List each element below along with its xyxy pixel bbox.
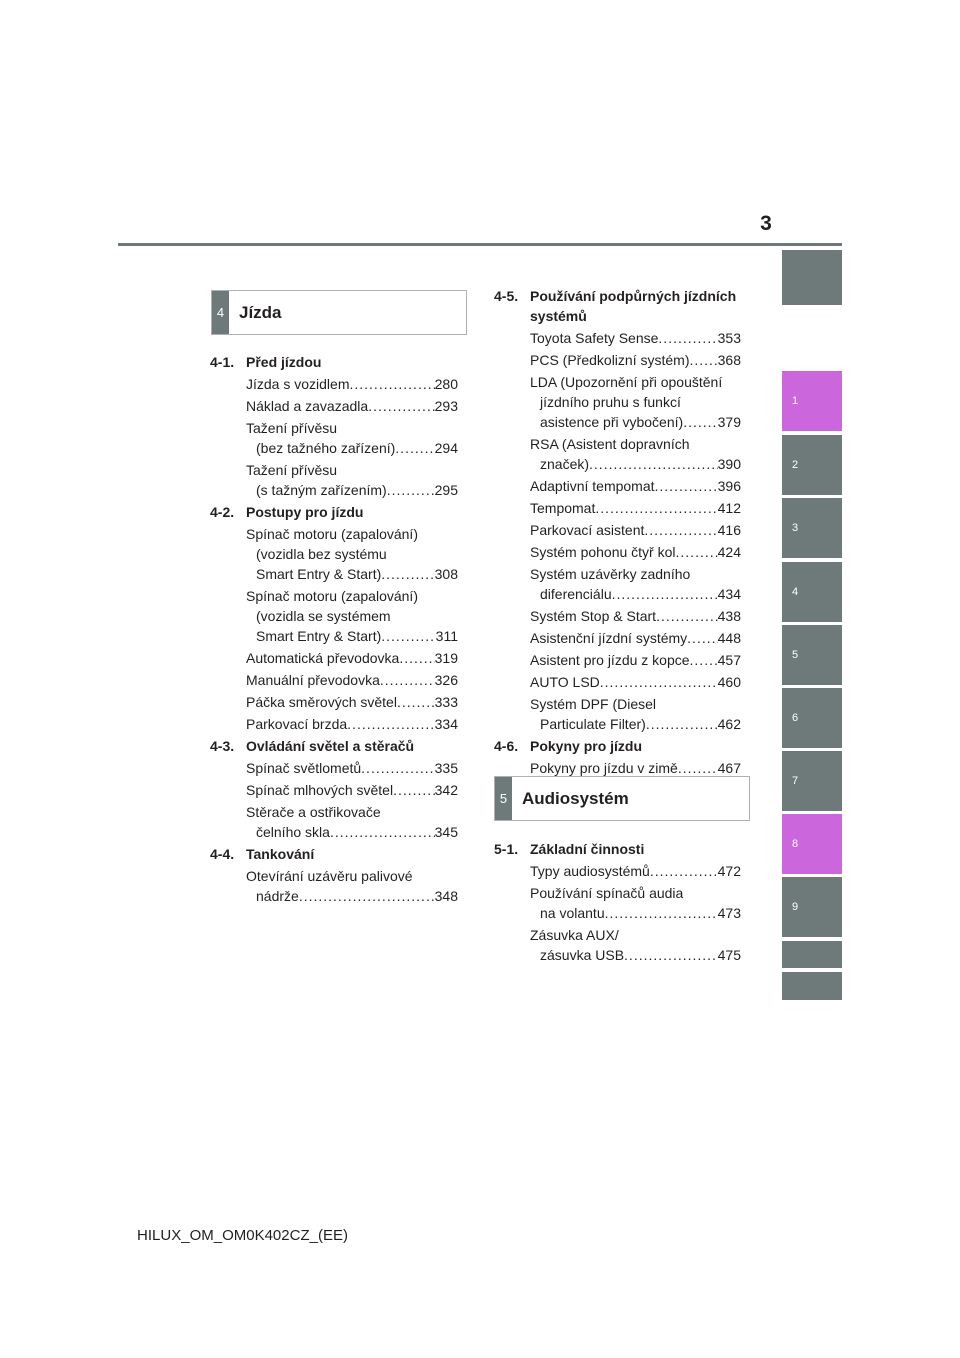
entry-page: 438 <box>717 608 741 624</box>
entry-line <box>530 498 741 518</box>
dot-leader <box>689 350 717 370</box>
entry-line <box>246 670 458 690</box>
chapter-title: Tankování <box>246 846 315 862</box>
entry-page: 434 <box>717 586 741 602</box>
entry-text: RSA (Asistent dopravních <box>530 436 690 452</box>
dot-leader <box>650 861 718 881</box>
chapter-number: 4-4. <box>210 846 235 862</box>
entry-page: 475 <box>717 947 741 963</box>
dot-leader <box>656 606 718 626</box>
dot-leader <box>690 650 718 670</box>
chapter-title: Používání podpůrných jízdních systémů <box>530 288 737 324</box>
toc-entry[interactable] <box>246 758 458 778</box>
chapter-title: Základní činnosti <box>530 841 645 857</box>
dot-leader <box>381 564 434 584</box>
toc-entry[interactable] <box>246 586 458 646</box>
toc-entry[interactable] <box>530 606 741 626</box>
entry-text: Smart Entry & Start) <box>256 566 382 582</box>
entry-line <box>530 542 741 562</box>
entry-text: Pokyny pro jízdu v zimě <box>530 760 678 776</box>
entry-text: Otevírání uzávěru palivové <box>246 868 413 884</box>
entry-page: 334 <box>434 716 458 732</box>
entry-line <box>246 822 458 842</box>
toc-entry[interactable] <box>530 925 741 965</box>
chapter-number: 4-6. <box>494 738 519 754</box>
entry-page: 308 <box>434 566 458 582</box>
entry-line <box>530 412 741 432</box>
section-number: 4 <box>212 291 229 334</box>
entry-text: Páčka směrových světel <box>246 694 397 710</box>
entry-text: nádrže <box>256 888 299 904</box>
toc-entry[interactable] <box>530 372 741 432</box>
dot-leader <box>595 498 717 518</box>
chapter-tab[interactable] <box>782 250 842 305</box>
chapter-heading <box>210 502 458 522</box>
dot-leader <box>655 476 718 496</box>
entry-line <box>530 520 741 540</box>
chapter-heading <box>494 839 741 859</box>
entry-line <box>530 861 741 881</box>
toc-entry[interactable] <box>246 418 458 458</box>
entry-page: 390 <box>717 456 741 472</box>
toc-entry[interactable] <box>530 328 741 348</box>
dot-leader <box>381 626 435 646</box>
dot-leader <box>658 328 717 348</box>
entry-text: Používání spínačů audia <box>530 885 684 901</box>
section-header-4 <box>211 290 467 335</box>
section-header-5 <box>494 776 750 821</box>
dot-leader <box>605 903 718 923</box>
entry-page: 424 <box>717 544 741 560</box>
entry-line <box>530 350 741 370</box>
section-number: 5 <box>495 777 512 820</box>
entry-page: 416 <box>717 522 741 538</box>
chapter-tab[interactable]: 3 <box>782 498 842 558</box>
entry-text: Tempomat <box>530 500 596 516</box>
entry-line <box>246 780 458 800</box>
entry-line <box>246 714 458 734</box>
toc-entry[interactable] <box>530 520 741 540</box>
entry-line <box>530 758 741 778</box>
entry-page: 319 <box>434 650 458 666</box>
entry-text: Systém uzávěrky zadního <box>530 566 691 582</box>
toc-entry[interactable] <box>246 780 458 800</box>
entry-text: Toyota Safety Sense <box>530 330 659 346</box>
page-number: 3 <box>760 212 772 235</box>
dot-leader <box>624 945 718 965</box>
entry-page: 460 <box>717 674 741 690</box>
entry-line <box>246 692 458 712</box>
entry-text: Typy audiosystémů <box>530 863 650 879</box>
entry-line <box>246 438 458 458</box>
entry-page: 396 <box>717 478 741 494</box>
toc-entry[interactable] <box>246 692 458 712</box>
dot-leader <box>299 886 435 906</box>
entry-text: Spínač světlometů <box>246 760 362 776</box>
entry-text: (vozidla bez systému <box>256 546 387 562</box>
entry-text: Spínač motoru (zapalování) <box>246 588 418 604</box>
entry-page: 333 <box>434 694 458 710</box>
entry-text: Parkovací brzda <box>246 716 348 732</box>
dot-leader <box>646 714 718 734</box>
toc-entry[interactable] <box>530 476 741 496</box>
toc-entry[interactable] <box>246 866 458 906</box>
header-rule <box>118 243 842 246</box>
chapter-number: 4-5. <box>494 288 519 304</box>
entry-page: 326 <box>434 672 458 688</box>
toc-entry[interactable] <box>530 758 741 778</box>
section-title: Jízda <box>239 302 282 322</box>
entry-text: Jízda s vozidlem <box>246 376 350 392</box>
chapter-tab[interactable]: 6 <box>782 688 842 748</box>
entry-text: Asistenční jízdní systémy <box>530 630 688 646</box>
toc-entry[interactable] <box>246 460 458 500</box>
dot-leader <box>395 438 434 458</box>
entry-line <box>530 328 741 348</box>
entry-text: Tažení přívěsu <box>246 420 338 436</box>
entry-page: 348 <box>434 888 458 904</box>
toc-entry[interactable] <box>530 672 741 692</box>
entry-line <box>246 886 458 906</box>
dot-leader <box>347 714 434 734</box>
entry-page: 311 <box>435 628 458 644</box>
chapter-number: 5-1. <box>494 841 519 857</box>
entry-line <box>246 758 458 778</box>
dot-leader <box>600 672 718 692</box>
entry-page: 280 <box>434 376 458 392</box>
entry-text: Automatická převodovka <box>246 650 400 666</box>
entry-text: Spínač mlhových světel <box>246 782 394 798</box>
entry-text: (s tažným zařízením) <box>256 482 387 498</box>
chapter-tab[interactable] <box>782 972 842 1000</box>
toc-entry[interactable] <box>530 498 741 518</box>
entry-line <box>246 374 458 394</box>
entry-text: Tažení přívěsu <box>246 462 338 478</box>
entry-page: 342 <box>434 782 458 798</box>
section-title: Audiosystém <box>522 788 629 808</box>
entry-page: 335 <box>434 760 458 776</box>
toc-entry[interactable] <box>246 648 458 668</box>
chapter-title: Před jízdou <box>246 354 322 370</box>
dot-leader <box>368 396 434 416</box>
toc-entry[interactable] <box>530 694 741 734</box>
entry-page: 295 <box>434 482 458 498</box>
chapter-title: Postupy pro jízdu <box>246 504 364 520</box>
entry-text: Spínač motoru (zapalování) <box>246 526 418 542</box>
entry-line <box>530 606 741 626</box>
entry-text: Adaptivní tempomat <box>530 478 655 494</box>
chapter-heading <box>210 736 458 756</box>
toc-entry[interactable] <box>530 350 741 370</box>
entry-text: Systém DPF (Diesel <box>530 696 657 712</box>
chapter-title: Ovládání světel a stěračů <box>246 738 415 754</box>
chapter-heading <box>494 736 741 756</box>
entry-page: 345 <box>434 824 458 840</box>
entry-text: AUTO LSD <box>530 674 600 690</box>
entry-text: asistence při vybočení) <box>540 414 684 430</box>
chapter-number: 4-2. <box>210 504 235 520</box>
entry-line <box>530 672 741 692</box>
entry-text: na volantu <box>540 905 605 921</box>
entry-line <box>246 626 458 646</box>
toc-entry[interactable] <box>246 714 458 734</box>
chapter-tab[interactable]: 9 <box>782 877 842 937</box>
entry-line <box>530 584 741 604</box>
entry-page: 472 <box>717 863 741 879</box>
toc-entry[interactable] <box>530 883 741 923</box>
chapter-tab[interactable]: 2 <box>782 435 842 495</box>
entry-page: 448 <box>717 630 741 646</box>
entry-text: PCS (Předkolizní systém) <box>530 352 690 368</box>
entry-text: Smart Entry & Start) <box>256 628 382 644</box>
entry-line <box>246 396 458 416</box>
entry-page: 368 <box>717 352 741 368</box>
entry-page: 353 <box>717 330 741 346</box>
entry-page: 294 <box>434 440 458 456</box>
entry-text: Manuální převodovka <box>246 672 380 688</box>
entry-text: LDA (Upozornění při opouštění <box>530 374 723 390</box>
toc-entry[interactable] <box>530 628 741 648</box>
dot-leader <box>380 670 435 690</box>
toc-column-1 <box>210 352 458 908</box>
chapter-heading <box>210 844 458 864</box>
entry-page: 379 <box>717 414 741 430</box>
entry-line <box>530 714 741 734</box>
entry-text: (bez tažného zařízení) <box>256 440 396 456</box>
entry-line <box>246 564 458 584</box>
dot-leader <box>687 628 717 648</box>
toc-entry[interactable] <box>246 524 458 584</box>
entry-page: 457 <box>717 652 741 668</box>
entry-text: Particulate Filter) <box>540 716 646 732</box>
toc-entry[interactable] <box>530 650 741 670</box>
entry-line <box>530 476 741 496</box>
toc-column-3 <box>494 839 741 967</box>
chapter-tab[interactable]: 1 <box>782 371 842 431</box>
chapter-heading <box>494 286 741 326</box>
dot-leader <box>678 758 718 778</box>
entry-text: čelního skla <box>256 824 330 840</box>
toc-entry[interactable] <box>246 670 458 690</box>
dot-leader <box>683 412 717 432</box>
dot-leader <box>399 648 434 668</box>
toc-entry[interactable] <box>246 802 458 842</box>
entry-text: Asistent pro jízdu z kopce <box>530 652 690 668</box>
dot-leader <box>361 758 434 778</box>
entry-page: 412 <box>717 500 741 516</box>
dot-leader <box>397 692 435 712</box>
entry-line <box>246 648 458 668</box>
chapter-tab[interactable]: 8 <box>782 814 842 874</box>
dot-leader <box>349 374 434 394</box>
dot-leader <box>676 542 718 562</box>
dot-leader <box>330 822 435 842</box>
dot-leader <box>644 520 717 540</box>
chapter-tab[interactable]: 7 <box>782 751 842 811</box>
entry-line <box>530 903 741 923</box>
entry-text: Systém pohonu čtyř kol <box>530 544 676 560</box>
toc-entry[interactable] <box>246 396 458 416</box>
toc-entry[interactable] <box>530 434 741 474</box>
chapter-tab[interactable]: 4 <box>782 562 842 622</box>
entry-text: jízdního pruhu s funkcí <box>540 394 681 410</box>
entry-page: 462 <box>717 716 741 732</box>
entry-page: 293 <box>434 398 458 414</box>
entry-text: Zásuvka AUX/ <box>530 927 619 943</box>
entry-line <box>246 480 458 500</box>
entry-text: zásuvka USB <box>540 947 625 963</box>
chapter-heading <box>210 352 458 372</box>
chapter-tab[interactable] <box>782 941 842 968</box>
chapter-tab[interactable]: 5 <box>782 625 842 685</box>
entry-text: značek) <box>540 456 590 472</box>
entry-line <box>530 454 741 474</box>
entry-text: diferenciálu <box>540 586 612 602</box>
chapter-number: 4-1. <box>210 354 235 370</box>
entry-text: Stěrače a ostřikovače <box>246 804 381 820</box>
entry-line <box>530 945 741 965</box>
dot-leader <box>612 584 718 604</box>
entry-line <box>530 628 741 648</box>
toc-entry[interactable] <box>246 374 458 394</box>
toc-entry[interactable] <box>530 542 741 562</box>
chapter-title: Pokyny pro jízdu <box>530 738 643 754</box>
entry-text: (vozidla se systémem <box>256 608 391 624</box>
toc-entry[interactable] <box>530 564 741 604</box>
entry-text: Parkovací asistent <box>530 522 645 538</box>
chapter-number: 4-3. <box>210 738 235 754</box>
dot-leader <box>387 480 435 500</box>
entry-text: Systém Stop & Start <box>530 608 657 624</box>
dot-leader <box>589 454 718 474</box>
entry-page: 467 <box>717 760 741 776</box>
entry-line <box>530 650 741 670</box>
entry-page: 473 <box>717 905 741 921</box>
toc-column-2 <box>494 286 741 780</box>
footer-code: HILUX_OM_OM0K402CZ_(EE) <box>137 1227 348 1244</box>
dot-leader <box>393 780 435 800</box>
entry-text: Náklad a zavazadla <box>246 398 369 414</box>
toc-entry[interactable] <box>530 861 741 881</box>
